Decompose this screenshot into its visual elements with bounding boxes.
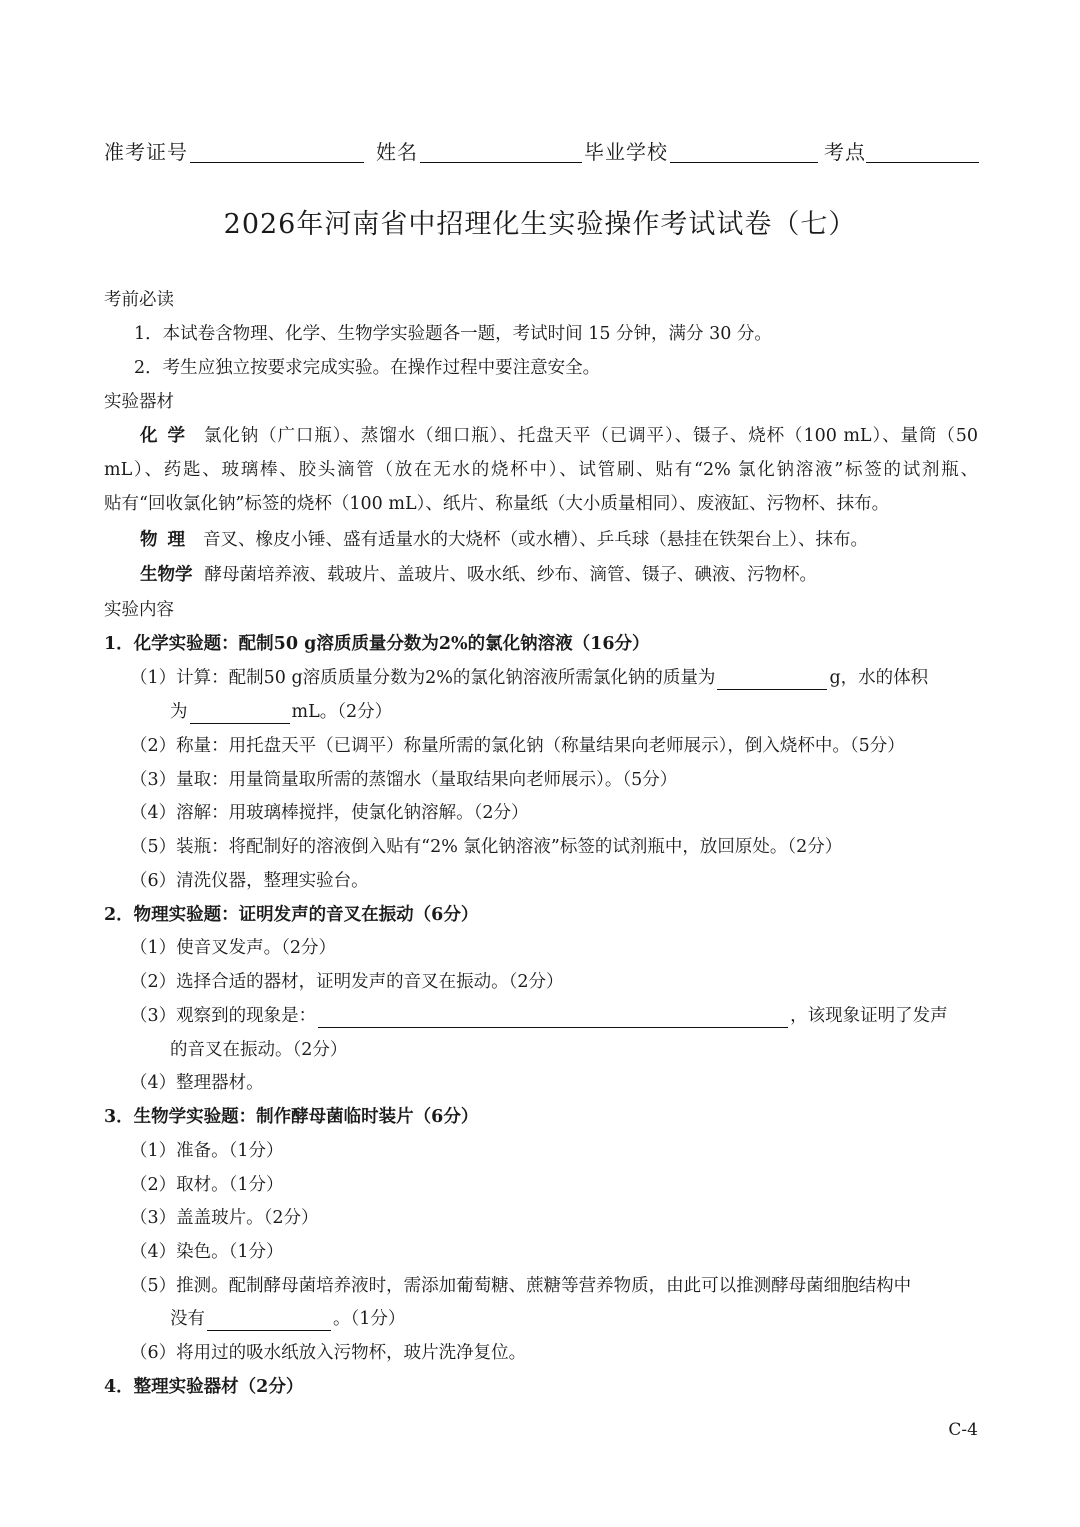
school-field[interactable] (670, 162, 818, 163)
q2-step-4: （4）整理器材。 (130, 1073, 264, 1093)
biology-label: 生物学 (140, 565, 193, 585)
exam-id-label: 准考证号 (104, 140, 188, 164)
q1-step-6: （6）清洗仪器，整理实验台。 (130, 871, 369, 891)
physics-label: 物理 (140, 530, 195, 550)
q3-step-5: （5）推测。配制酵母菌培养液时，需添加葡萄糖、蔗糖等营养物质，由此可以推测酵母菌细胞结构中 (130, 1276, 912, 1296)
chemistry-equipment-text-1: 氯化钠（广口瓶）、蒸馏水（细口瓶）、托盘天平（已调平）、镊子、烧杯（100 mL）、量筒（50 (203, 426, 978, 446)
q1-step-1-cont (170, 700, 392, 724)
equipment-heading: 实验器材 (104, 392, 174, 412)
q3-step-3: （3）盖盖玻片。（2分） (130, 1208, 319, 1228)
q1-step-4: （4）溶解：用玻璃棒搅拌，使氯化钠溶解。（2分） (130, 803, 529, 823)
q3-step-5-text-b: 没有 (170, 1309, 205, 1329)
q1-step-2: （2）称量：用托盘天平（已调平）称量所需的氯化钠（称量结果向老师展示），倒入烧杯中。（5分） (130, 736, 905, 756)
q1-step-1 (130, 666, 928, 690)
q3-step-4: （4）染色。（1分） (130, 1242, 284, 1262)
physics-equipment-text: 音叉、橡皮小锤、盛有适量水的大烧杯（或水槽）、乒乓球（悬挂在铁架台上）、抹布。 (203, 530, 868, 550)
name-field[interactable] (420, 162, 582, 163)
q1-step-1-text-b: g，水的体积 (829, 668, 929, 688)
q1-title: 1．化学实验题：配制50 g溶质质量分数为2%的氯化钠溶液（16分） (104, 634, 650, 654)
exam-title: 2026年河南省中招理化生实验操作考试试卷（七） (223, 209, 857, 240)
q2-step-1: （1）使音叉发声。（2分） (130, 938, 337, 958)
q4-title: 4．整理实验器材（2分） (104, 1377, 304, 1397)
name-label: 姓名 (376, 140, 418, 164)
q1-step-3: （3）量取：用量筒量取所需的蒸馏水（量取结果向老师展示）。（5分） (130, 770, 678, 790)
cell-structure-blank[interactable] (207, 1310, 331, 1331)
q3-step-2: （2）取材。（1分） (130, 1175, 284, 1195)
candidate-info-line (104, 136, 979, 168)
notice-heading: 考前必读 (104, 290, 174, 310)
chemistry-equipment-line-3: 贴有“回收氯化钠”标签的烧杯（100 mL）、纸片、称量纸（大小质量相同）、废液缸、污物杯、抹布。 (104, 494, 890, 514)
q2-title: 2．物理实验题：证明发声的音叉在振动（6分） (104, 905, 479, 925)
site-field[interactable] (866, 162, 979, 163)
biology-equipment-line (140, 563, 817, 587)
notice-item-2: 2．考生应独立按要求完成实验。在操作过程中要注意安全。 (134, 358, 601, 378)
page-number: C-4 (948, 1420, 978, 1440)
chemistry-label: 化学 (140, 426, 195, 446)
notice-item-1: 1．本试卷含物理、化学、生物学实验题各一题，考试时间 15 分钟，满分 30 分。 (134, 324, 772, 344)
content-heading: 实验内容 (104, 600, 174, 620)
q1-step-1-text-d: mL。（2分） (291, 702, 393, 722)
q1-step-1-text-a: （1）计算：配制50 g溶质质量分数为2%的氯化钠溶液所需氯化钠的质量为 (130, 668, 716, 688)
q2-step-3-cont: 的音叉在振动。（2分） (170, 1040, 348, 1060)
chemistry-equipment-line-2: mL）、药匙、玻璃棒、胶头滴管（放在无水的烧杯中）、试管刷、贴有“2% 氯化钠溶液”标签的试剂瓶、 (104, 460, 978, 480)
q3-step-1: （1）准备。（1分） (130, 1141, 284, 1161)
q3-title: 3．生物学实验题：制作酵母菌临时装片（6分） (104, 1107, 479, 1127)
q2-step-3-text-b: ，该现象证明了发声 (790, 1006, 948, 1026)
water-volume-blank[interactable] (190, 703, 290, 724)
q3-step-6: （6）将用过的吸水纸放入污物杯，玻片洗净复位。 (130, 1343, 527, 1363)
q2-step-2: （2）选择合适的器材，证明发声的音叉在振动。（2分） (130, 972, 564, 992)
nacl-mass-blank[interactable] (717, 669, 827, 690)
exam-id-field[interactable] (190, 162, 364, 163)
school-label: 毕业学校 (584, 140, 668, 164)
observed-phenomenon-blank[interactable] (318, 1007, 788, 1028)
q1-step-5: （5）装瓶：将配制好的溶液倒入贴有“2% 氯化钠溶液”标签的试剂瓶中，放回原处。（2分） (130, 837, 843, 857)
q2-step-3-text-a: （3）观察到的现象是： (130, 1006, 317, 1026)
site-label: 考点 (824, 140, 866, 164)
q3-step-5-cont (170, 1307, 405, 1331)
q1-step-1-text-c: 为 (170, 702, 188, 722)
chemistry-equipment-line-1 (140, 424, 978, 448)
biology-equipment-text: 酵母菌培养液、载玻片、盖玻片、吸水纸、纱布、滴管、镊子、碘液、污物杯。 (204, 565, 817, 585)
q3-step-5-text-c: 。（1分） (333, 1309, 406, 1329)
physics-equipment-line (140, 528, 868, 552)
q2-step-3 (130, 1004, 948, 1028)
